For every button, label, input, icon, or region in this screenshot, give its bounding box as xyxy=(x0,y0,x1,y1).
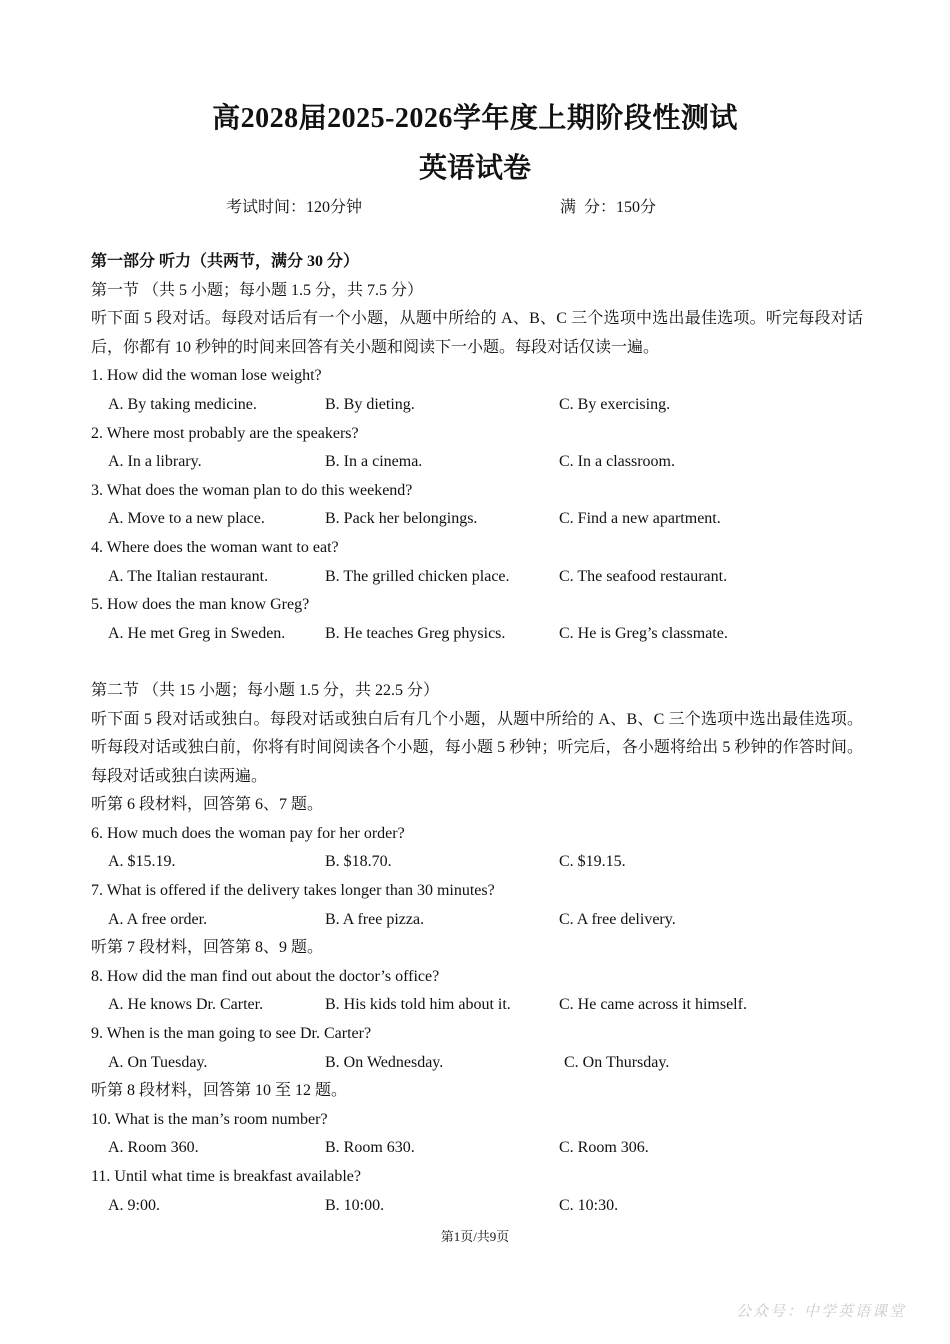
option-b: B. Room 630. xyxy=(325,1139,415,1157)
option-b: B. Pack her belongings. xyxy=(325,510,478,528)
question-9: 9. When is the man going to see Dr. Carter? xyxy=(91,1025,372,1043)
section2-instructions: 听下面 5 段对话或独白。每段对话或独白后有几个小题，从题中所给的 A、B、C 三个选项中选出最佳选项。听每段对话或独白前，你将有时间阅读各个小题，每小题 5 秒钟；听完后，各小题将给出 5 秒钟的作答时间。每段对话或独白读两遍。 xyxy=(91,710,863,785)
question-5-options xyxy=(91,620,863,649)
question-4-options xyxy=(91,563,863,592)
question-10: 10. What is the man’s room number? xyxy=(91,1110,328,1128)
question-8: 8. How did the man find out about the doctor’s office? xyxy=(91,967,440,985)
option-b: B. A free pizza. xyxy=(325,910,425,928)
question-3: 3. What does the woman plan to do this weekend? xyxy=(91,481,413,499)
option-a: A. A free order. xyxy=(108,910,208,928)
question-4: 4. Where does the woman want to eat? xyxy=(91,538,339,556)
question-7: 7. What is offered if the delivery takes longer than 30 minutes? xyxy=(91,882,495,900)
option-a: A. Room 360. xyxy=(108,1139,199,1157)
question-2: 2. Where most probably are the speakers? xyxy=(91,424,359,442)
option-c: C. By exercising. xyxy=(559,395,671,413)
question-9-options xyxy=(91,1049,863,1078)
section1-instructions: 听下面 5 段对话。每段对话后有一个小题，从题中所给的 A、B、C 三个选项中选出最佳选项。听完每段对话后，你都有 10 秒钟的时间来回答有关小题和阅读下一小题。每段对话仅读一遍。 xyxy=(91,310,863,356)
question-1-options xyxy=(91,391,863,420)
option-b: B. 10:00. xyxy=(325,1196,385,1214)
option-c: C. On Thursday. xyxy=(564,1053,670,1071)
question-11: 11. Until what time is breakfast available? xyxy=(91,1168,361,1185)
option-a: A. Move to a new place. xyxy=(108,510,265,528)
option-c: C. Room 306. xyxy=(559,1139,649,1157)
option-b: B. In a cinema. xyxy=(325,453,423,471)
part1-heading: 第一部分 听力（共两节，满分 30 分） xyxy=(91,253,360,270)
option-c: C. In a classroom. xyxy=(559,453,675,471)
question-6-options xyxy=(91,848,863,877)
option-b: B. By dieting. xyxy=(325,395,415,413)
option-a: A. On Tuesday. xyxy=(108,1053,208,1071)
exam-time: 考试时间：120分钟 xyxy=(226,199,363,216)
option-a: A. The Italian restaurant. xyxy=(108,567,269,585)
section2-heading: 第二节 （共 15 小题；每小题 1.5 分，共 22.5 分） xyxy=(91,681,440,699)
option-c: C. Find a new apartment. xyxy=(559,510,721,528)
question-1: 1. How did the woman lose weight? xyxy=(91,367,322,385)
material-7-note: 听第 7 段材料，回答第 8、9 题。 xyxy=(91,939,324,957)
question-2-options xyxy=(91,448,863,477)
option-b: B. His kids told him about it. xyxy=(325,996,511,1014)
material-6-note: 听第 6 段材料，回答第 6、7 题。 xyxy=(91,796,324,814)
option-b: B. On Wednesday. xyxy=(325,1053,444,1071)
option-a: A. He knows Dr. Carter. xyxy=(108,996,264,1014)
option-c: C. A free delivery. xyxy=(559,910,676,928)
option-c: C. The seafood restaurant. xyxy=(559,567,728,585)
option-a: A. 9:00. xyxy=(108,1196,160,1214)
question-7-options xyxy=(91,906,863,935)
option-a: A. By taking medicine. xyxy=(108,395,257,413)
exam-score: 满 分：150分 xyxy=(560,199,657,216)
option-a: A. $15.19. xyxy=(108,853,176,871)
question-3-options xyxy=(91,505,863,534)
option-b: B. He teaches Greg physics. xyxy=(325,624,506,642)
section-spacer xyxy=(91,648,863,677)
page-number: 第1页/共9页 xyxy=(440,1229,510,1244)
watermark: 公众号：中学英语课堂 xyxy=(735,1304,906,1320)
exam-content xyxy=(91,248,863,1220)
option-a: A. In a library. xyxy=(108,453,202,471)
section1-heading: 第一节 （共 5 小题；每小题 1.5 分，共 7.5 分） xyxy=(91,281,424,299)
option-b: B. $18.70. xyxy=(325,853,392,871)
exam-title: 高2028届2025-2026学年度上期阶段性测试 xyxy=(212,103,738,134)
option-c: C. $19.15. xyxy=(559,853,626,871)
question-11-options xyxy=(91,1192,863,1221)
question-5: 5. How does the man know Greg? xyxy=(91,596,310,614)
question-10-options xyxy=(91,1134,863,1163)
option-c: C. He is Greg’s classmate. xyxy=(559,624,728,642)
option-c: C. He came across it himself. xyxy=(559,996,747,1014)
option-b: B. The grilled chicken place. xyxy=(325,567,510,585)
question-6: 6. How much does the woman pay for her order? xyxy=(91,824,405,842)
exam-subtitle: 英语试卷 xyxy=(418,153,531,184)
material-8-note: 听第 8 段材料，回答第 10 至 12 题。 xyxy=(91,1082,348,1100)
option-a: A. He met Greg in Sweden. xyxy=(108,624,286,642)
question-8-options xyxy=(91,991,863,1020)
option-c: C. 10:30. xyxy=(559,1196,619,1214)
